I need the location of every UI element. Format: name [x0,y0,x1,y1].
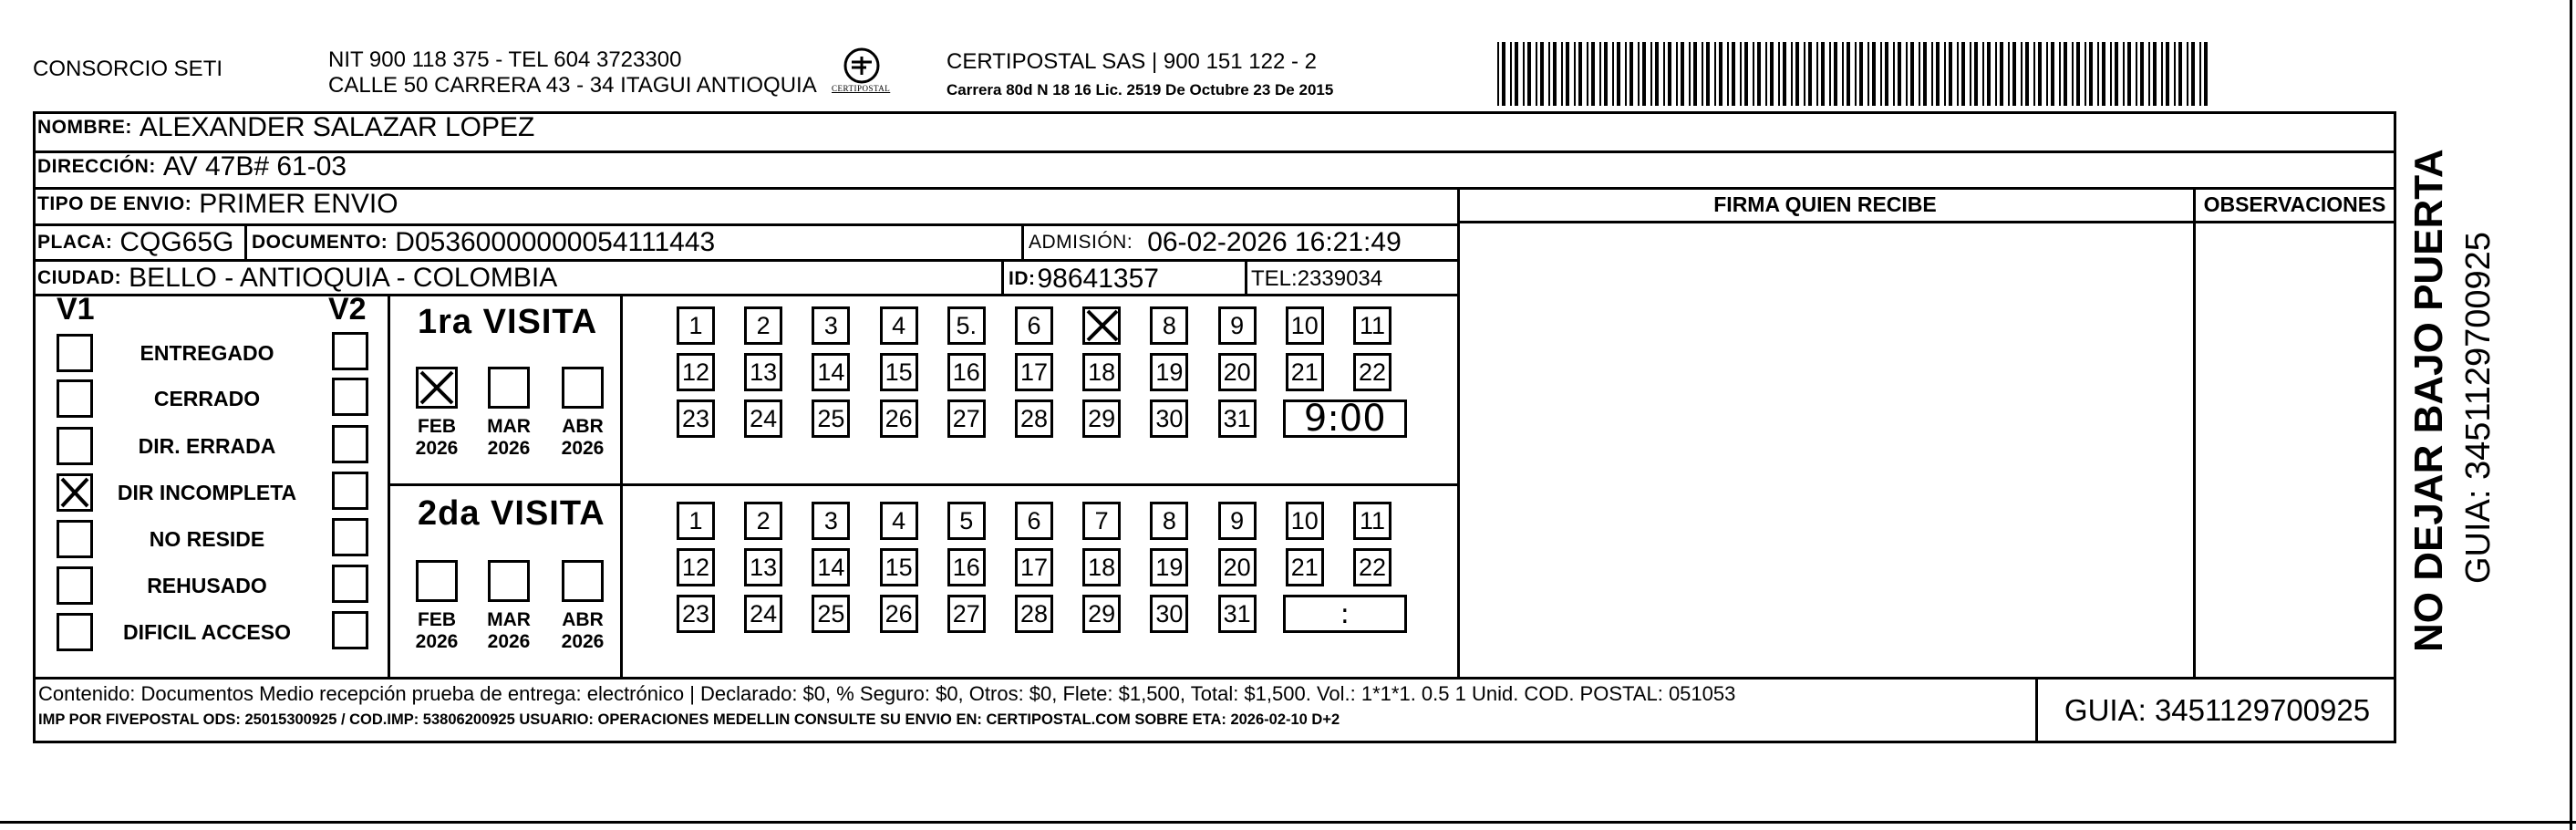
address-line: CALLE 50 CARRERA 43 - 34 ITAGUI ANTIOQUIA [328,73,817,98]
footer-contenido: Contenido: Documentos Medio recepción prueba de entrega: electrónico | Declarado: $0, % Seguro: $0, Otros: $0, Flete: $1,500, Total: $1,500. Vol.: 1*1*1. 0.5 1 Unid. COD. POSTAL: 051053 [38,682,1736,705]
day-box[interactable]: 29 [1082,595,1121,633]
day-box[interactable]: 28 [1015,399,1053,438]
direccion-value: AV 47B# 61-03 [162,150,347,182]
day-box[interactable]: 3 [812,306,850,345]
placa-label: PLACA: [37,231,113,253]
time-field[interactable]: : [1283,595,1407,633]
day-box[interactable]: 12 [677,548,715,586]
visit1-title: 1ra VISITA [418,303,598,341]
day-box[interactable]: 6 [1015,306,1053,345]
day-box[interactable]: 26 [880,399,918,438]
status-label: REHUSADO [147,574,267,597]
month-label [555,416,610,460]
day-box[interactable]: 7 [1082,502,1121,540]
status-label: CERRADO [153,387,261,410]
id-value: 98641357 [1037,264,1159,294]
day-box[interactable]: 9 [1218,306,1257,345]
id-cell [1009,265,1159,294]
day-box[interactable]: 8 [1150,306,1188,345]
day-box[interactable]: 15 [880,353,918,391]
day-box[interactable]: 3 [812,502,850,540]
day-box[interactable]: 12 [677,353,715,391]
day-box[interactable]: 15 [880,548,918,586]
admision-value: 06-02-2026 16:21:49 [1147,227,1402,257]
day-box[interactable]: 5. [947,306,986,345]
v1-checkbox[interactable] [57,427,93,465]
ciudad-row [33,259,1457,294]
status-label: DIR INCOMPLETA [117,481,297,504]
v2-checkbox[interactable] [332,518,368,556]
day-box[interactable]: 13 [744,353,782,391]
nombre-row [33,111,2396,144]
status-label: ENTREGADO [140,341,274,365]
id-divider [1001,259,1004,294]
status-label: DIFICIL ACCESO [122,620,291,644]
direccion-row [33,150,2396,180]
v2-checkbox[interactable] [332,378,368,416]
month-year: 2026 [561,631,605,652]
month-year: 2026 [487,438,531,459]
day-box[interactable]: 1 [677,306,715,345]
observaciones-left-border [2193,187,2196,680]
page-right-line [2570,0,2572,830]
day-box[interactable]: 18 [1082,548,1121,586]
day-box[interactable]: 24 [744,595,782,633]
month-name: ABR [562,609,604,630]
observaciones-header: OBSERVACIONES [2203,192,2386,216]
day-box[interactable]: 17 [1015,548,1053,586]
v1-checkbox[interactable] [57,566,93,605]
month-year: 2026 [415,438,459,459]
placa-divider [244,223,247,260]
v1-label: V1 [57,292,95,327]
tel-cell [1251,265,1382,294]
month-name: FEB [418,609,456,630]
month-checkbox[interactable] [416,560,458,602]
side-no-dejar: NO DEJAR BAJO PUERTA [2406,149,2451,652]
tel-label: TEL: [1251,266,1298,291]
documento-cell [252,228,715,257]
day-box[interactable] [1082,306,1121,345]
day-box[interactable]: 19 [1150,353,1188,391]
day-box[interactable]: 25 [812,399,850,438]
month-name: FEB [418,416,456,437]
month-checkbox[interactable] [488,560,530,602]
day-box[interactable]: 9 [1218,502,1257,540]
x-mark-icon [1085,308,1118,343]
firma-header: FIRMA QUIEN RECIBE [1713,192,1937,216]
visit-divider [620,294,623,680]
row-divider [33,294,1457,296]
month-checkbox[interactable] [562,367,604,409]
day-box[interactable]: 28 [1015,595,1053,633]
day-box[interactable]: 20 [1218,353,1257,391]
day-box[interactable]: 4 [880,306,918,345]
day-box[interactable]: 5 [947,502,986,540]
visit2-title: 2da VISITA [418,494,605,533]
day-box[interactable]: 2 [744,306,782,345]
month-name: ABR [562,416,604,437]
day-box[interactable]: 2 [744,502,782,540]
id-label: ID: [1009,268,1036,289]
firma-left-border [1457,187,1460,680]
day-box[interactable]: 21 [1286,548,1324,586]
day-box[interactable]: 10 [1286,502,1324,540]
day-box[interactable]: 26 [880,595,918,633]
tel-divider [1245,259,1247,294]
certipostal-line: CERTIPOSTAL SAS | 900 151 122 - 2 [947,49,1317,74]
footer-imp: IMP POR FIVEPOSTAL ODS: 25015300925 / COD.IMP: 53806200925 USUARIO: OPERACIONES MEDELLIN CONSULTE SU ENVIO EN: CERTIPOSTAL.COM SOBRE ETA: 2026-02-10 D+2 [38,711,1340,728]
visit-separator [388,483,1457,486]
month-label [481,416,536,460]
v1-checkbox[interactable] [57,613,93,651]
status-label: DIR. ERRADA [138,434,276,458]
month-checkbox[interactable] [416,367,458,409]
day-box[interactable]: 30 [1150,595,1188,633]
day-box[interactable]: 16 [947,548,986,586]
day-box[interactable]: 8 [1150,502,1188,540]
day-box[interactable]: 6 [1015,502,1053,540]
documento-value: D05360000000054111443 [395,227,716,257]
nombre-label: NOMBRE: [37,117,132,138]
day-box[interactable]: 31 [1218,399,1257,438]
day-box[interactable]: 16 [947,353,986,391]
tel-value: 2339034 [1297,266,1383,291]
month-checkbox[interactable] [562,560,604,602]
day-box[interactable]: 20 [1218,548,1257,586]
v2-label: V2 [328,292,367,327]
time-field[interactable]: 9:00 [1283,399,1407,438]
page-bottom-line [0,821,2576,824]
month-name: MAR [487,609,531,630]
month-year: 2026 [415,631,459,652]
v1-checkbox[interactable] [57,379,93,418]
v1-checkbox[interactable] [57,473,93,512]
admision-cell [1029,228,1402,257]
footer-guia: GUIA: 3451129700925 [2064,692,2371,727]
admision-label: ADMISIÓN: [1029,232,1133,253]
tipo-label: TIPO DE ENVIO: [37,193,192,214]
barcode-graphic [1495,42,2216,108]
day-box[interactable]: 27 [947,595,986,633]
x-mark-icon [59,476,90,509]
firma-header-divider [1457,221,2396,223]
day-box[interactable]: 23 [677,399,715,438]
month-label [409,609,464,653]
v1-checkbox[interactable] [57,520,93,558]
month-year: 2026 [487,631,531,652]
day-box[interactable]: 4 [880,502,918,540]
v2-checkbox[interactable] [332,565,368,603]
day-box[interactable]: 18 [1082,353,1121,391]
day-box[interactable]: 27 [947,399,986,438]
v2-checkbox[interactable] [332,472,368,510]
tipo-value: PRIMER ENVIO [199,189,398,219]
day-box[interactable]: 14 [812,353,850,391]
placa-value: CQG65G [119,226,234,257]
documento-label: DOCUMENTO: [252,232,388,253]
day-box[interactable]: 11 [1353,306,1391,345]
day-box[interactable]: 31 [1218,595,1257,633]
day-box[interactable]: 14 [812,548,850,586]
v1-checkbox[interactable] [57,334,93,372]
status-label: NO RESIDE [149,527,265,551]
nombre-value: ALEXANDER SALAZAR LOPEZ [139,112,535,142]
v2-checkbox[interactable] [332,425,368,463]
admision-divider [1021,223,1024,260]
day-box[interactable]: 1 [677,502,715,540]
day-box[interactable]: 21 [1286,353,1324,391]
logo-text: CERTIPOSTAL [832,84,891,93]
month-label [481,609,536,653]
nit-line: NIT 900 118 375 - TEL 604 3723300 [328,47,682,72]
barcode [1495,42,2216,108]
day-box[interactable]: 10 [1286,306,1324,345]
side-guia: GUIA: 3451129700925 [2459,232,2498,584]
company-name: CONSORCIO SETI [33,57,223,81]
month-label [409,416,464,460]
month-year: 2026 [561,438,605,459]
month-label [555,609,610,653]
day-box[interactable]: 22 [1353,548,1391,586]
day-box[interactable]: 29 [1082,399,1121,438]
day-box[interactable]: 19 [1150,548,1188,586]
month-checkbox[interactable] [488,367,530,409]
x-mark-icon [419,369,455,406]
license-line: Carrera 80d N 18 16 Lic. 2519 De Octubre 23 De 2015 [947,81,1334,99]
ciudad-label: CIUDAD: [37,266,122,288]
day-box[interactable]: 22 [1353,353,1391,391]
month-name: MAR [487,416,531,437]
day-box[interactable]: 13 [744,548,782,586]
certipostal-logo [830,44,894,104]
day-box[interactable]: 23 [677,595,715,633]
day-box[interactable]: 30 [1150,399,1188,438]
direccion-label: DIRECCIÓN: [37,155,156,177]
day-box[interactable]: 25 [812,595,850,633]
ciudad-value: BELLO - ANTIOQUIA - COLOMBIA [129,262,558,293]
day-box[interactable]: 17 [1015,353,1053,391]
v2-checkbox[interactable] [332,332,368,370]
day-box[interactable]: 24 [744,399,782,438]
v2-checkbox[interactable] [332,611,368,649]
logo-emblem-icon [830,44,894,104]
day-box[interactable]: 11 [1353,502,1391,540]
status-divider [388,294,390,680]
